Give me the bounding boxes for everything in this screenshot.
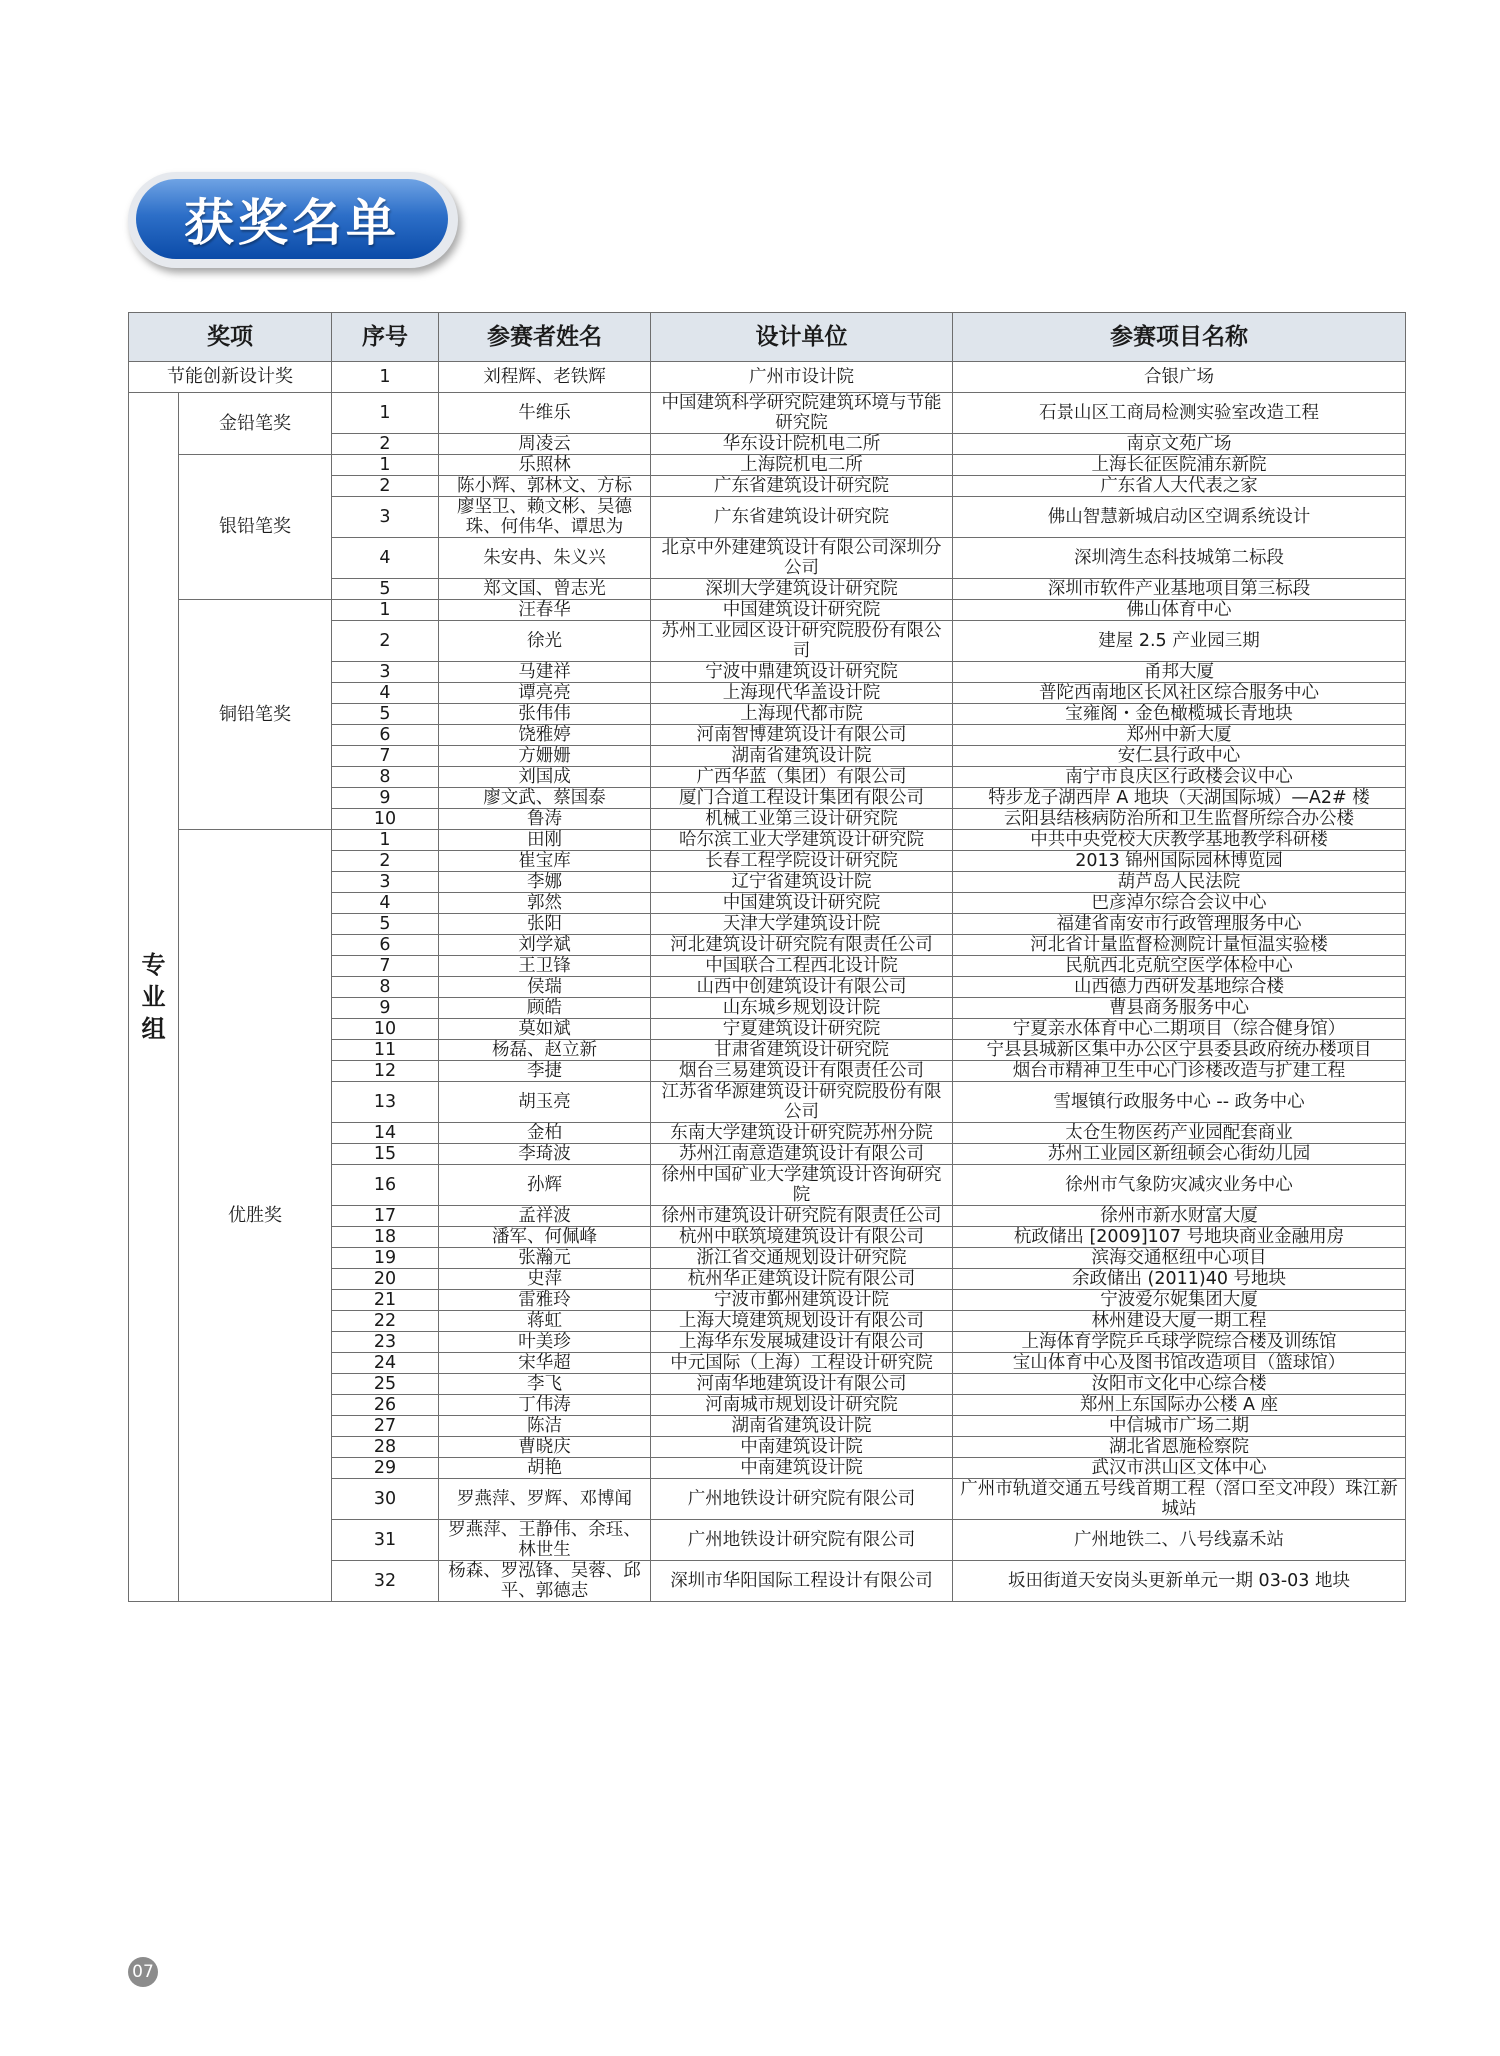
- participants-cell: 宋华超: [439, 1353, 651, 1374]
- index-cell: 2: [332, 476, 439, 497]
- project-name-cell: 南京文苑广场: [953, 434, 1406, 455]
- table-row: [129, 600, 1406, 621]
- project-name-cell: 合银广场: [953, 362, 1406, 393]
- participants-cell: 陈洁: [439, 1416, 651, 1437]
- design-unit-cell: 北京中外建建筑设计有限公司深圳分公司: [651, 538, 953, 579]
- participants-cell: 廖文武、蔡国泰: [439, 788, 651, 809]
- design-unit-cell: 深圳市华阳国际工程设计有限公司: [651, 1561, 953, 1602]
- index-cell: 3: [332, 662, 439, 683]
- participants-cell: 孙辉: [439, 1165, 651, 1206]
- project-name-cell: 云阳县结核病防治所和卫生监督所综合办公楼: [953, 809, 1406, 830]
- project-name-cell: 武汉市洪山区文体中心: [953, 1458, 1406, 1479]
- participants-cell: 胡玉亮: [439, 1082, 651, 1123]
- design-unit-cell: 中国联合工程西北设计院: [651, 956, 953, 977]
- project-name-cell: 杭政储出 [2009]107 号地块商业金融用房: [953, 1227, 1406, 1248]
- header-project-name: 参赛项目名称: [953, 313, 1406, 362]
- participants-cell: 罗燕萍、罗辉、邓博闻: [439, 1479, 651, 1520]
- participants-cell: 乐照林: [439, 455, 651, 476]
- project-name-cell: 甬邦大厦: [953, 662, 1406, 683]
- design-unit-cell: 东南大学建筑设计研究院苏州分院: [651, 1123, 953, 1144]
- participants-cell: 王卫锋: [439, 956, 651, 977]
- project-name-cell: 雪堰镇行政服务中心 -- 政务中心: [953, 1082, 1406, 1123]
- design-unit-cell: 广西华蓝（集团）有限公司: [651, 767, 953, 788]
- index-cell: 14: [332, 1123, 439, 1144]
- index-cell: 1: [332, 362, 439, 393]
- participants-cell: 曹晓庆: [439, 1437, 651, 1458]
- design-unit-cell: 中南建筑设计院: [651, 1437, 953, 1458]
- index-cell: 31: [332, 1520, 439, 1561]
- project-name-cell: 林州建设大厦一期工程: [953, 1311, 1406, 1332]
- index-cell: 24: [332, 1353, 439, 1374]
- project-name-cell: 深圳湾生态科技城第二标段: [953, 538, 1406, 579]
- title-badge-face: [136, 179, 448, 259]
- project-name-cell: 宁夏亲水体育中心二期项目（综合健身馆）: [953, 1019, 1406, 1040]
- project-name-cell: 坂田街道天安岗头更新单元一期 03-03 地块: [953, 1561, 1406, 1602]
- project-name-cell: 佛山体育中心: [953, 600, 1406, 621]
- index-cell: 7: [332, 956, 439, 977]
- index-cell: 18: [332, 1227, 439, 1248]
- index-cell: 28: [332, 1437, 439, 1458]
- index-cell: 4: [332, 538, 439, 579]
- design-unit-cell: 徐州市建筑设计研究院有限责任公司: [651, 1206, 953, 1227]
- participants-cell: 李飞: [439, 1374, 651, 1395]
- index-cell: 19: [332, 1248, 439, 1269]
- design-unit-cell: 上海院机电二所: [651, 455, 953, 476]
- project-name-cell: 葫芦岛人民法院: [953, 872, 1406, 893]
- participants-cell: 刘国成: [439, 767, 651, 788]
- participants-cell: 饶雅婷: [439, 725, 651, 746]
- index-cell: 17: [332, 1206, 439, 1227]
- project-name-cell: 福建省南安市行政管理服务中心: [953, 914, 1406, 935]
- project-name-cell: 中信城市广场二期: [953, 1416, 1406, 1437]
- project-name-cell: 民航西北克航空医学体检中心: [953, 956, 1406, 977]
- participants-cell: 牛维乐: [439, 393, 651, 434]
- project-name-cell: 曹县商务服务中心: [953, 998, 1406, 1019]
- project-name-cell: 安仁县行政中心: [953, 746, 1406, 767]
- index-cell: 2: [332, 621, 439, 662]
- index-cell: 3: [332, 872, 439, 893]
- participants-cell: 郭然: [439, 893, 651, 914]
- index-cell: 29: [332, 1458, 439, 1479]
- project-name-cell: 上海长征医院浦东新院: [953, 455, 1406, 476]
- design-unit-cell: 哈尔滨工业大学建筑设计研究院: [651, 830, 953, 851]
- participants-cell: 杨森、罗泓锋、吴蓉、邱平、郭德志: [439, 1561, 651, 1602]
- group-cell: 专 业 组: [129, 393, 179, 1602]
- project-name-cell: 巴彦淖尔综合会议中心: [953, 893, 1406, 914]
- award-category-cell: 优胜奖: [179, 830, 332, 1602]
- participants-cell: 顾皓: [439, 998, 651, 1019]
- header-participants: 参赛者姓名: [439, 313, 651, 362]
- design-unit-cell: 中国建筑设计研究院: [651, 600, 953, 621]
- design-unit-cell: 河南城市规划设计研究院: [651, 1395, 953, 1416]
- project-name-cell: 石景山区工商局检测实验室改造工程: [953, 393, 1406, 434]
- index-cell: 4: [332, 683, 439, 704]
- table-row: [129, 455, 1406, 476]
- index-cell: 20: [332, 1269, 439, 1290]
- project-name-cell: 深圳市软件产业基地项目第三标段: [953, 579, 1406, 600]
- table-row: [129, 830, 1406, 851]
- design-unit-cell: 杭州中联筑境建筑设计有限公司: [651, 1227, 953, 1248]
- participants-cell: 丁伟涛: [439, 1395, 651, 1416]
- design-unit-cell: 上海华东发展城建设计有限公司: [651, 1332, 953, 1353]
- design-unit-cell: 湖南省建筑设计院: [651, 1416, 953, 1437]
- design-unit-cell: 中国建筑科学研究院建筑环境与节能研究院: [651, 393, 953, 434]
- participants-cell: 史萍: [439, 1269, 651, 1290]
- index-cell: 5: [332, 704, 439, 725]
- project-name-cell: 宝雍阁・金色橄榄城长青地块: [953, 704, 1406, 725]
- project-name-cell: 郑州中新大厦: [953, 725, 1406, 746]
- project-name-cell: 广东省人大代表之家: [953, 476, 1406, 497]
- table-row: [129, 393, 1406, 434]
- design-unit-cell: 机械工业第三设计研究院: [651, 809, 953, 830]
- design-unit-cell: 厦门合道工程设计集团有限公司: [651, 788, 953, 809]
- index-cell: 2: [332, 851, 439, 872]
- design-unit-cell: 上海现代都市院: [651, 704, 953, 725]
- index-cell: 30: [332, 1479, 439, 1520]
- index-cell: 32: [332, 1561, 439, 1602]
- participants-cell: 郑文国、曾志光: [439, 579, 651, 600]
- design-unit-cell: 甘肃省建筑设计研究院: [651, 1040, 953, 1061]
- design-unit-cell: 广州市设计院: [651, 362, 953, 393]
- index-cell: 1: [332, 393, 439, 434]
- project-name-cell: 2013 锦州国际园林博览园: [953, 851, 1406, 872]
- project-name-cell: 广州地铁二、八号线嘉禾站: [953, 1520, 1406, 1561]
- project-name-cell: 余政储出 (2011)40 号地块: [953, 1269, 1406, 1290]
- header-design-unit: 设计单位: [651, 313, 953, 362]
- index-cell: 25: [332, 1374, 439, 1395]
- award-table: [128, 312, 1406, 1602]
- project-name-cell: 宝山体育中心及图书馆改造项目（篮球馆）: [953, 1353, 1406, 1374]
- table-header-row: [129, 313, 1406, 362]
- participants-cell: 侯瑞: [439, 977, 651, 998]
- project-name-cell: 徐州市气象防灾减灾业务中心: [953, 1165, 1406, 1206]
- design-unit-cell: 江苏省华源建筑设计研究院股份有限公司: [651, 1082, 953, 1123]
- participants-cell: 潘军、何佩峰: [439, 1227, 651, 1248]
- index-cell: 9: [332, 788, 439, 809]
- award-category-cell: 银铅笔奖: [179, 455, 332, 600]
- index-cell: 5: [332, 579, 439, 600]
- participants-cell: 蒋虹: [439, 1311, 651, 1332]
- participants-cell: 谭亮亮: [439, 683, 651, 704]
- index-cell: 23: [332, 1332, 439, 1353]
- title-badge: [128, 172, 458, 268]
- participants-cell: 朱安冉、朱义兴: [439, 538, 651, 579]
- table-row: [129, 362, 1406, 393]
- index-cell: 15: [332, 1144, 439, 1165]
- index-cell: 1: [332, 830, 439, 851]
- index-cell: 3: [332, 497, 439, 538]
- index-cell: 11: [332, 1040, 439, 1061]
- project-name-cell: 南宁市良庆区行政楼会议中心: [953, 767, 1406, 788]
- award-category-cell: 金铅笔奖: [179, 393, 332, 455]
- project-name-cell: 普陀西南地区长风社区综合服务中心: [953, 683, 1406, 704]
- index-cell: 4: [332, 893, 439, 914]
- participants-cell: 金柏: [439, 1123, 651, 1144]
- project-name-cell: 中共中央党校大庆教学基地教学科研楼: [953, 830, 1406, 851]
- design-unit-cell: 宁波市鄞州建筑设计院: [651, 1290, 953, 1311]
- design-unit-cell: 宁波中鼎建筑设计研究院: [651, 662, 953, 683]
- design-unit-cell: 湖南省建筑设计院: [651, 746, 953, 767]
- participants-cell: 李捷: [439, 1061, 651, 1082]
- design-unit-cell: 中元国际（上海）工程设计研究院: [651, 1353, 953, 1374]
- project-name-cell: 汝阳市文化中心综合楼: [953, 1374, 1406, 1395]
- project-name-cell: 徐州市新水财富大厦: [953, 1206, 1406, 1227]
- project-name-cell: 宁县县城新区集中办公区宁县委县政府统办楼项目: [953, 1040, 1406, 1061]
- design-unit-cell: 山西中创建筑设计有限公司: [651, 977, 953, 998]
- page-number: 07: [128, 1957, 158, 1987]
- participants-cell: 徐光: [439, 621, 651, 662]
- participants-cell: 杨磊、赵立新: [439, 1040, 651, 1061]
- design-unit-cell: 广东省建筑设计研究院: [651, 497, 953, 538]
- design-unit-cell: 广东省建筑设计研究院: [651, 476, 953, 497]
- participants-cell: 刘学斌: [439, 935, 651, 956]
- design-unit-cell: 宁夏建筑设计研究院: [651, 1019, 953, 1040]
- participants-cell: 陈小辉、郭林文、方标: [439, 476, 651, 497]
- design-unit-cell: 河南华地建筑设计有限公司: [651, 1374, 953, 1395]
- participants-cell: 罗燕萍、王静伟、余珏、林世生: [439, 1520, 651, 1561]
- index-cell: 6: [332, 725, 439, 746]
- project-name-cell: 郑州上东国际办公楼 A 座: [953, 1395, 1406, 1416]
- project-name-cell: 建屋 2.5 产业园三期: [953, 621, 1406, 662]
- participants-cell: 刘程辉、老铁辉: [439, 362, 651, 393]
- design-unit-cell: 杭州华正建筑设计院有限公司: [651, 1269, 953, 1290]
- index-cell: 1: [332, 455, 439, 476]
- participants-cell: 张伟伟: [439, 704, 651, 725]
- participants-cell: 胡艳: [439, 1458, 651, 1479]
- design-unit-cell: 河北建筑设计研究院有限责任公司: [651, 935, 953, 956]
- participants-cell: 张瀚元: [439, 1248, 651, 1269]
- index-cell: 2: [332, 434, 439, 455]
- project-name-cell: 佛山智慧新城启动区空调系统设计: [953, 497, 1406, 538]
- participants-cell: 廖坚卫、赖文彬、吴德珠、何伟华、谭思为: [439, 497, 651, 538]
- index-cell: 1: [332, 600, 439, 621]
- index-cell: 12: [332, 1061, 439, 1082]
- participants-cell: 崔宝库: [439, 851, 651, 872]
- index-cell: 26: [332, 1395, 439, 1416]
- project-name-cell: 河北省计量监督检测院计量恒温实验楼: [953, 935, 1406, 956]
- index-cell: 5: [332, 914, 439, 935]
- index-cell: 16: [332, 1165, 439, 1206]
- project-name-cell: 湖北省恩施检察院: [953, 1437, 1406, 1458]
- participants-cell: 叶美珍: [439, 1332, 651, 1353]
- design-unit-cell: 辽宁省建筑设计院: [651, 872, 953, 893]
- design-unit-cell: 徐州中国矿业大学建筑设计咨询研究院: [651, 1165, 953, 1206]
- participants-cell: 方姗姗: [439, 746, 651, 767]
- project-name-cell: 特步龙子湖西岸 A 地块（天湖国际城）—A2# 楼: [953, 788, 1406, 809]
- project-name-cell: 烟台市精神卫生中心门诊楼改造与扩建工程: [953, 1061, 1406, 1082]
- participants-cell: 李琦波: [439, 1144, 651, 1165]
- participants-cell: 周凌云: [439, 434, 651, 455]
- project-name-cell: 太仓生物医药产业园配套商业: [953, 1123, 1406, 1144]
- participants-cell: 李娜: [439, 872, 651, 893]
- project-name-cell: 宁波爱尔妮集团大厦: [953, 1290, 1406, 1311]
- index-cell: 7: [332, 746, 439, 767]
- index-cell: 22: [332, 1311, 439, 1332]
- design-unit-cell: 河南智博建筑设计有限公司: [651, 725, 953, 746]
- index-cell: 6: [332, 935, 439, 956]
- participants-cell: 鲁涛: [439, 809, 651, 830]
- design-unit-cell: 深圳大学建筑设计研究院: [651, 579, 953, 600]
- participants-cell: 张阳: [439, 914, 651, 935]
- participants-cell: 汪春华: [439, 600, 651, 621]
- design-unit-cell: 天津大学建筑设计院: [651, 914, 953, 935]
- header-index: 序号: [332, 313, 439, 362]
- design-unit-cell: 烟台三易建筑设计有限责任公司: [651, 1061, 953, 1082]
- project-name-cell: 广州市轨道交通五号线首期工程（滘口至文冲段）珠江新城站: [953, 1479, 1406, 1520]
- participants-cell: 马建祥: [439, 662, 651, 683]
- index-cell: 8: [332, 977, 439, 998]
- page-title: 获奖名单: [184, 194, 400, 252]
- project-name-cell: 滨海交通枢纽中心项目: [953, 1248, 1406, 1269]
- index-cell: 9: [332, 998, 439, 1019]
- design-unit-cell: 上海现代华盖设计院: [651, 683, 953, 704]
- design-unit-cell: 山东城乡规划设计院: [651, 998, 953, 1019]
- design-unit-cell: 上海大境建筑规划设计有限公司: [651, 1311, 953, 1332]
- participants-cell: 莫如斌: [439, 1019, 651, 1040]
- project-name-cell: 苏州工业园区新纽顿会心街幼儿园: [953, 1144, 1406, 1165]
- participants-cell: 田刚: [439, 830, 651, 851]
- project-name-cell: 山西德力西研发基地综合楼: [953, 977, 1406, 998]
- award-category-cell: 铜铅笔奖: [179, 600, 332, 830]
- participants-cell: 雷雅玲: [439, 1290, 651, 1311]
- index-cell: 10: [332, 809, 439, 830]
- header-award: 奖项: [129, 313, 332, 362]
- design-unit-cell: 浙江省交通规划设计研究院: [651, 1248, 953, 1269]
- design-unit-cell: 广州地铁设计研究院有限公司: [651, 1520, 953, 1561]
- table-body: [129, 362, 1406, 1602]
- index-cell: 8: [332, 767, 439, 788]
- index-cell: 21: [332, 1290, 439, 1311]
- design-unit-cell: 广州地铁设计研究院有限公司: [651, 1479, 953, 1520]
- index-cell: 13: [332, 1082, 439, 1123]
- design-unit-cell: 华东设计院机电二所: [651, 434, 953, 455]
- design-unit-cell: 中南建筑设计院: [651, 1458, 953, 1479]
- design-unit-cell: 中国建筑设计研究院: [651, 893, 953, 914]
- design-unit-cell: 长春工程学院设计研究院: [651, 851, 953, 872]
- participants-cell: 孟祥波: [439, 1206, 651, 1227]
- design-unit-cell: 苏州江南意造建筑设计有限公司: [651, 1144, 953, 1165]
- design-unit-cell: 苏州工业园区设计研究院股份有限公司: [651, 621, 953, 662]
- index-cell: 10: [332, 1019, 439, 1040]
- project-name-cell: 上海体育学院乒乓球学院综合楼及训练馆: [953, 1332, 1406, 1353]
- award-category-cell: 节能创新设计奖: [129, 362, 332, 393]
- index-cell: 27: [332, 1416, 439, 1437]
